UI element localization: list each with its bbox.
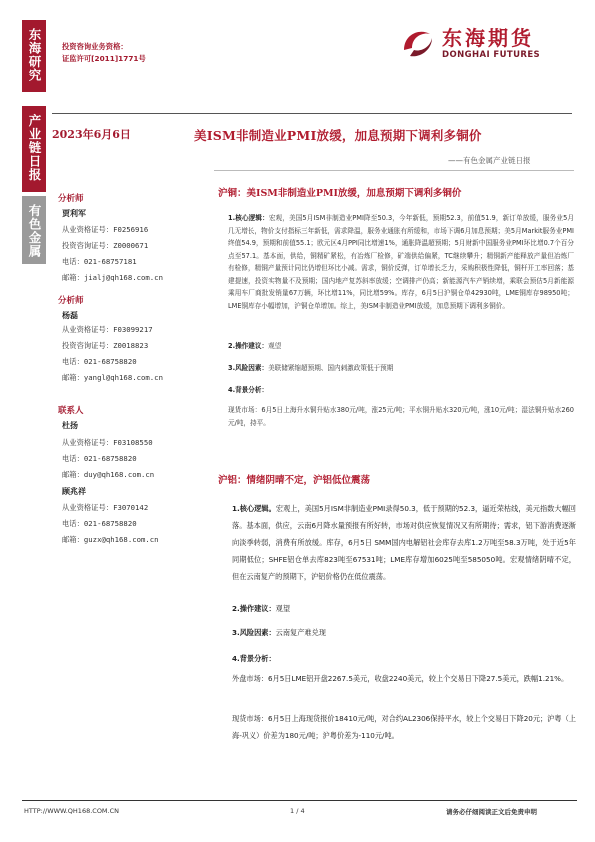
phone: 电话：021-68758820: [62, 454, 137, 463]
header-divider: [52, 113, 572, 114]
contact-info: [62, 435, 154, 483]
sector-bar: [22, 196, 46, 264]
logic-text: 宏观，美国5月ISM非制造业PMI降至50.3，今年新低，预期52.3，前值51.9，新订单放缓，服务业5月几无增长，物价支付指标三年新低，需求降温，服务业通胀有所缓和，市场下调6月加息预期；美5月Markit服务业PMI终值54.9，预期和前值55.1；欧元区4月PPI同比增速1%，通胀降温超预期；5月财新中国服务业PMI环比增0.7个百分点至57.1。基本面，供给，铜精矿紧松，有冶炼厂检修，矿端供给偏紧，TC继续攀升；精铜新产能释放产量但冶炼厂有检修，精铜产量预计同比仍增但环比小减。需求，铜价反弹，订单增长乏力，采购积极性降低，铜杆开工率回落；基建提速，投资实物量不及预期；国内地产复苏斜率放缓；空调排产仍高；新能源汽车产销续增，乘联会预估5月新能源乘用车厂商批发销量67万辆，环比增11%，同比增59%。库存，6月5日沪铜仓单42930吨，LME铜库存98950吨；LME铜库存小幅增加，沪铜仓单增加。综上，美ISM非制造业PMI放缓，加息预期下调利多铜价。: [228, 214, 574, 310]
license-line2: 证监许可[2011]1771号: [62, 54, 146, 63]
analyst-info: [62, 222, 163, 286]
risk-label: 3.风险因素：: [228, 364, 269, 372]
op-label: 2.操作建议：: [228, 342, 269, 350]
analysts-heading: 分析师: [58, 194, 84, 204]
contact-name: 杜扬: [62, 420, 78, 430]
copper-background-label: [228, 384, 574, 397]
analysts-heading-2: 分析师: [58, 296, 84, 306]
consult-number: 投资咨询证号：Z0000671: [62, 241, 149, 250]
aluminum-heading: 沪铝：情绪阴晴不定，沪铝低位震荡: [218, 475, 371, 486]
footer-url[interactable]: HTTP://WWW.QH168.COM.CN: [24, 807, 120, 815]
risk-text: 云南复产难兑现: [275, 628, 326, 637]
license-number: 从业资格证号：F03108550: [62, 438, 153, 447]
copper-heading: 沪铜：美ISM非制造业PMI放缓，加息预期下调利多铜价: [218, 188, 462, 199]
category-label: 产业链日报: [27, 114, 42, 182]
aluminum-background-1: 外盘市场：6月5日LME铝开盘2267.5美元，收盘2240美元，较上个交易日下降27.5美元，跌幅1.21%。: [232, 674, 569, 683]
license-number: 从业资格证号：F03099217: [62, 325, 153, 334]
aluminum-background-label: [232, 650, 576, 667]
contact-name: 顾兆祥: [62, 486, 86, 496]
copper-background: 现货市场：6月5日上海升水铜升贴水380元/吨，涨25元/吨；平水铜升贴水320元/吨，涨10元/吨；湿法铜升贴水260元/吨，持平。: [228, 406, 574, 427]
license-number: 从业资格证号：F3070142: [62, 503, 149, 512]
footer-disclaimer: 请务必仔细阅读正文后免责申明: [446, 808, 537, 816]
aluminum-operation: [232, 600, 576, 617]
category-bar: [22, 106, 46, 192]
copper-risk: [228, 362, 574, 375]
email[interactable]: 邮箱：guzx@qh168.com.cn: [62, 535, 159, 544]
copper-operation: [228, 340, 574, 353]
copper-logic: [228, 212, 574, 312]
op-text: 观望: [268, 342, 282, 350]
email[interactable]: 邮箱：jialj@qh168.com.cn: [62, 273, 163, 282]
company-logo: [398, 20, 568, 70]
report-subtitle: ——有色金属产业链日报: [448, 156, 531, 165]
analyst-name: 贾利军: [62, 208, 86, 218]
logic-label: 1.核心逻辑。: [232, 504, 276, 513]
phone: 电话：021-68757181: [62, 257, 137, 266]
footer-divider: [22, 800, 577, 801]
page-number: 1 / 4: [290, 807, 305, 815]
aluminum-risk: [232, 624, 576, 641]
phone: 电话：021-68758820: [62, 357, 137, 366]
logo-mark-icon: [398, 22, 438, 62]
bg-label: 4.背景分析：: [228, 386, 269, 394]
report-title: 美ISM非制造业PMI放缓，加息预期下调利多铜价: [194, 128, 482, 143]
risk-label: 3.风险因素：: [232, 628, 276, 637]
analyst-name: 杨磊: [62, 310, 78, 320]
op-text: 观望: [275, 604, 291, 613]
brand-label: 东海研究: [27, 28, 42, 82]
op-label: 2.操作建议：: [232, 604, 276, 613]
logo-english: DONGHAI FUTURES: [442, 50, 541, 60]
license-line1: 投资咨询业务资格：: [62, 42, 128, 51]
logo-chinese: 东海期货: [442, 26, 534, 50]
aluminum-logic: [232, 500, 576, 585]
bg-label: 4.背景分析：: [232, 654, 276, 663]
phone: 电话：021-68758820: [62, 519, 137, 528]
report-date: 2023年6月6日: [52, 128, 131, 141]
title-divider: [214, 170, 574, 171]
sector-label: 有色金属: [27, 204, 42, 258]
consult-number: 投资咨询证号：Z0018823: [62, 341, 149, 350]
license-number: 从业资格证号：F0256916: [62, 225, 149, 234]
contact-info: [62, 500, 159, 548]
aluminum-background-2: 现货市场：6月5日上海现货报价18410元/吨，对合约AL2306保持平水，较上个交易日下降20元；沪粤（上海-巩义）价差为180元/吨；沪粤价差为-110元/吨。: [232, 714, 576, 740]
risk-text: 美联储紧缩超预期、国内刺激政策低于预期: [268, 364, 394, 372]
logic-label: 1.核心逻辑：: [228, 214, 269, 222]
contacts-heading: 联系人: [58, 406, 84, 416]
logic-text: 宏观上，美国5月ISM非制造业PMI录得50.3，低于预期的52.3，逼近荣枯线，美元指数大幅回落。基本面，供应，云南6月降水量预报有所好转，市场对供应恢复情况又有所期待；需求，铝下游消费逐渐向淡季转弱，消费有所放缓。库存，6月5日 SMM国内电解铝社会库存去库1.2万吨至58.3万吨，处于近5年同期低位；SHFE铝仓单去库823吨至67531吨；LME库存增加6025吨至585050吨。宏观情绪阴晴不定，但在云南复产的预期下，沪铝价格仍在低位震荡。: [232, 504, 576, 581]
analyst-info: [62, 322, 163, 386]
brand-bar: [22, 20, 46, 92]
email[interactable]: 邮箱：yangl@qh168.com.cn: [62, 373, 163, 382]
email[interactable]: 邮箱：duy@qh168.com.cn: [62, 470, 155, 479]
